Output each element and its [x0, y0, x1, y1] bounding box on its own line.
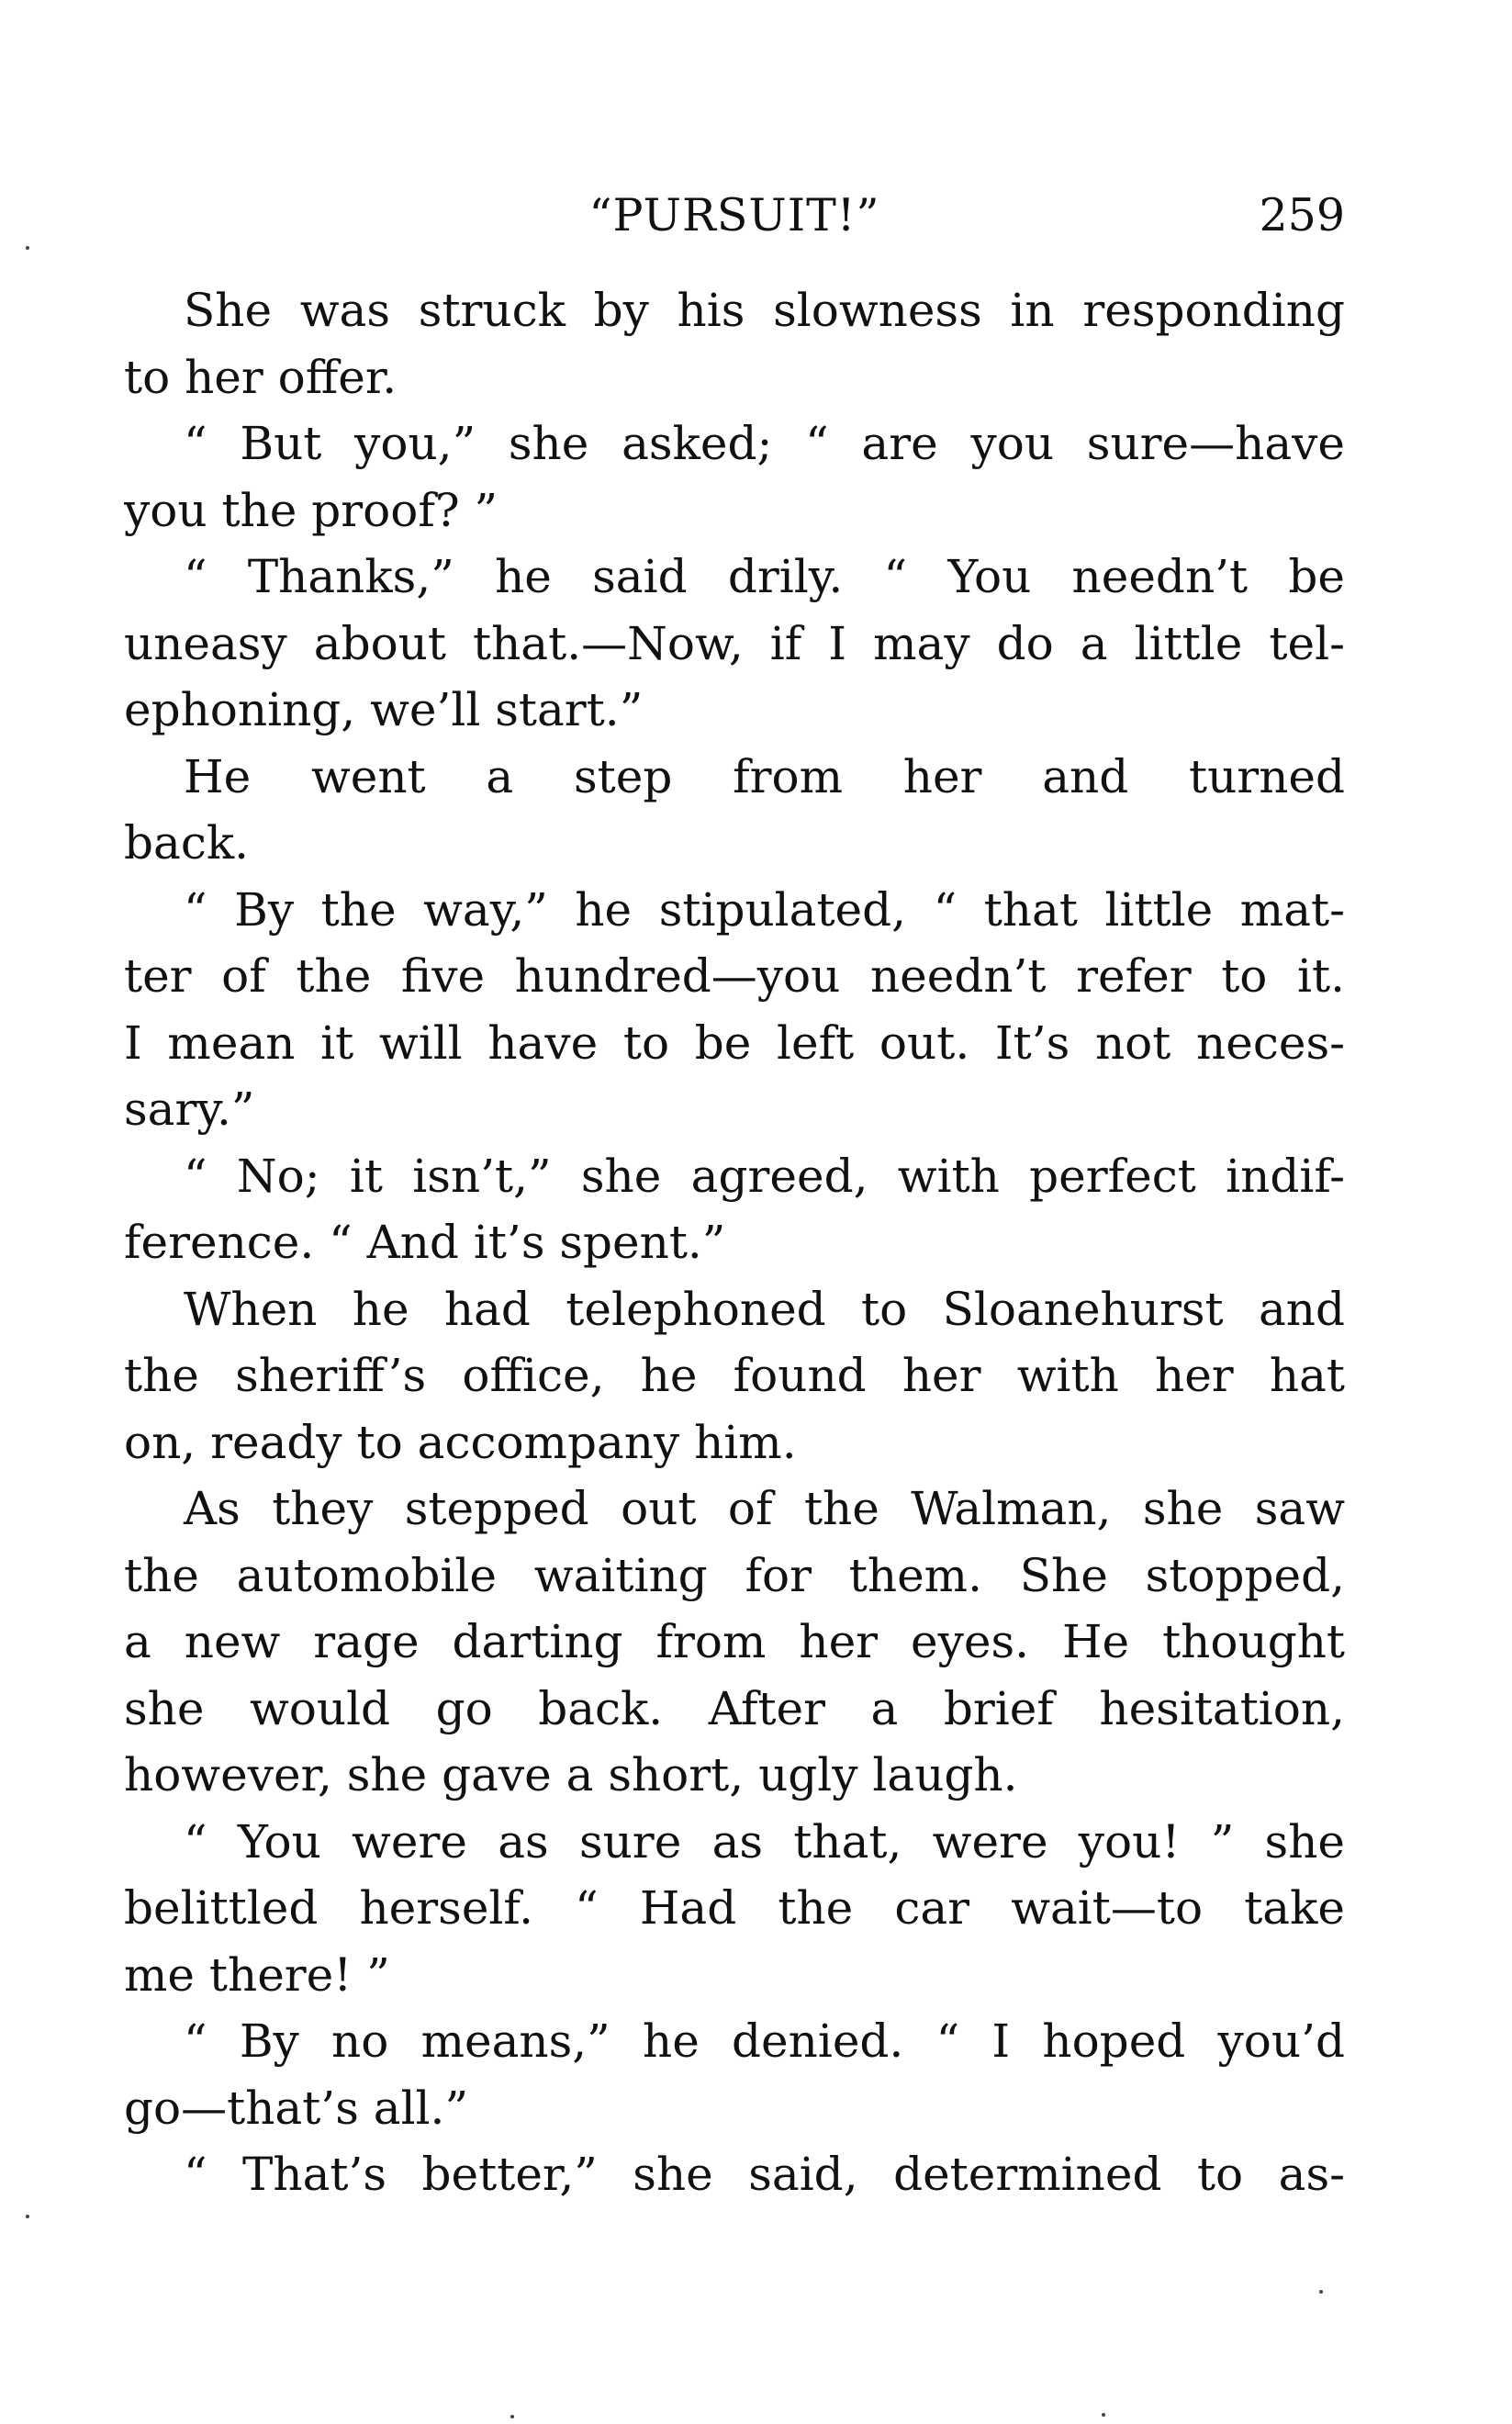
body-text: [124, 277, 1345, 2208]
text-line: “ By no means,” he denied. “ I hoped you’d: [184, 2014, 1345, 2068]
text-line: back.: [124, 816, 250, 870]
paper-speck: [26, 2215, 29, 2218]
page-header: [124, 179, 1345, 252]
text-line: the sheriff’s office, he found her with her hat: [124, 1349, 1345, 1402]
text-line: ephoning, we’ll start.”: [124, 683, 644, 736]
text-line: ter of the five hundred—you needn’t refer to it.: [124, 949, 1345, 1003]
paper-speck: [1319, 2290, 1323, 2294]
text-line: sary.”: [124, 1083, 255, 1136]
text-line: He went a step from her and turned: [184, 749, 1345, 803]
text-line: “ By the way,” he stipulated, “ that little mat-: [184, 882, 1345, 937]
text-line: she would go back. After a brief hesitation,: [124, 1681, 1345, 1735]
text-line: “ Thanks,” he said drily. “ You needn’t be: [184, 550, 1345, 603]
text-line: “ You were as sure as that, were you! ” she: [184, 1814, 1345, 1868]
text-line: belittled herself. “ Had the car wait—to take: [124, 1881, 1345, 1935]
paper-speck: [26, 246, 29, 250]
text-line: however, she gave a short, ugly laugh.: [124, 1748, 1018, 1801]
page-number: 259: [1259, 189, 1345, 241]
text-line: “ No; it isn’t,” she agreed, with perfect indif-: [184, 1149, 1345, 1203]
text-line: a new rage darting from her eyes. He thought: [124, 1615, 1345, 1668]
text-line: on, ready to accompany him.: [124, 1415, 797, 1469]
text-line: uneasy about that.—Now, if I may do a little tel-: [124, 616, 1345, 670]
text-line: I mean it will have to be left out. It’s not neces-: [124, 1016, 1345, 1070]
paper-speck: [1102, 2413, 1105, 2417]
text-line: As they stepped out of the Walman, she saw: [184, 1482, 1345, 1535]
text-line: She was struck by his slowness in responding: [184, 284, 1345, 337]
text-line: “ That’s better,” she said, determined to as-: [184, 2148, 1345, 2201]
text-line: the automobile waiting for them. She stopped,: [124, 1548, 1345, 1602]
text-line: go—that’s all.”: [124, 2081, 468, 2135]
paper-speck: [510, 2415, 514, 2418]
running-title: “PURSUIT!”: [588, 189, 880, 241]
text-line: me there! ”: [124, 1947, 390, 2002]
text-line: “ But you,” she asked; “ are you sure—have: [184, 417, 1345, 470]
text-line: When he had telephoned to Sloanehurst and: [184, 1282, 1345, 1336]
text-line: to her offer.: [124, 350, 398, 404]
text-line: you the proof? ”: [124, 483, 498, 537]
text-line: ference. “ And it’s spent.”: [124, 1216, 726, 1269]
